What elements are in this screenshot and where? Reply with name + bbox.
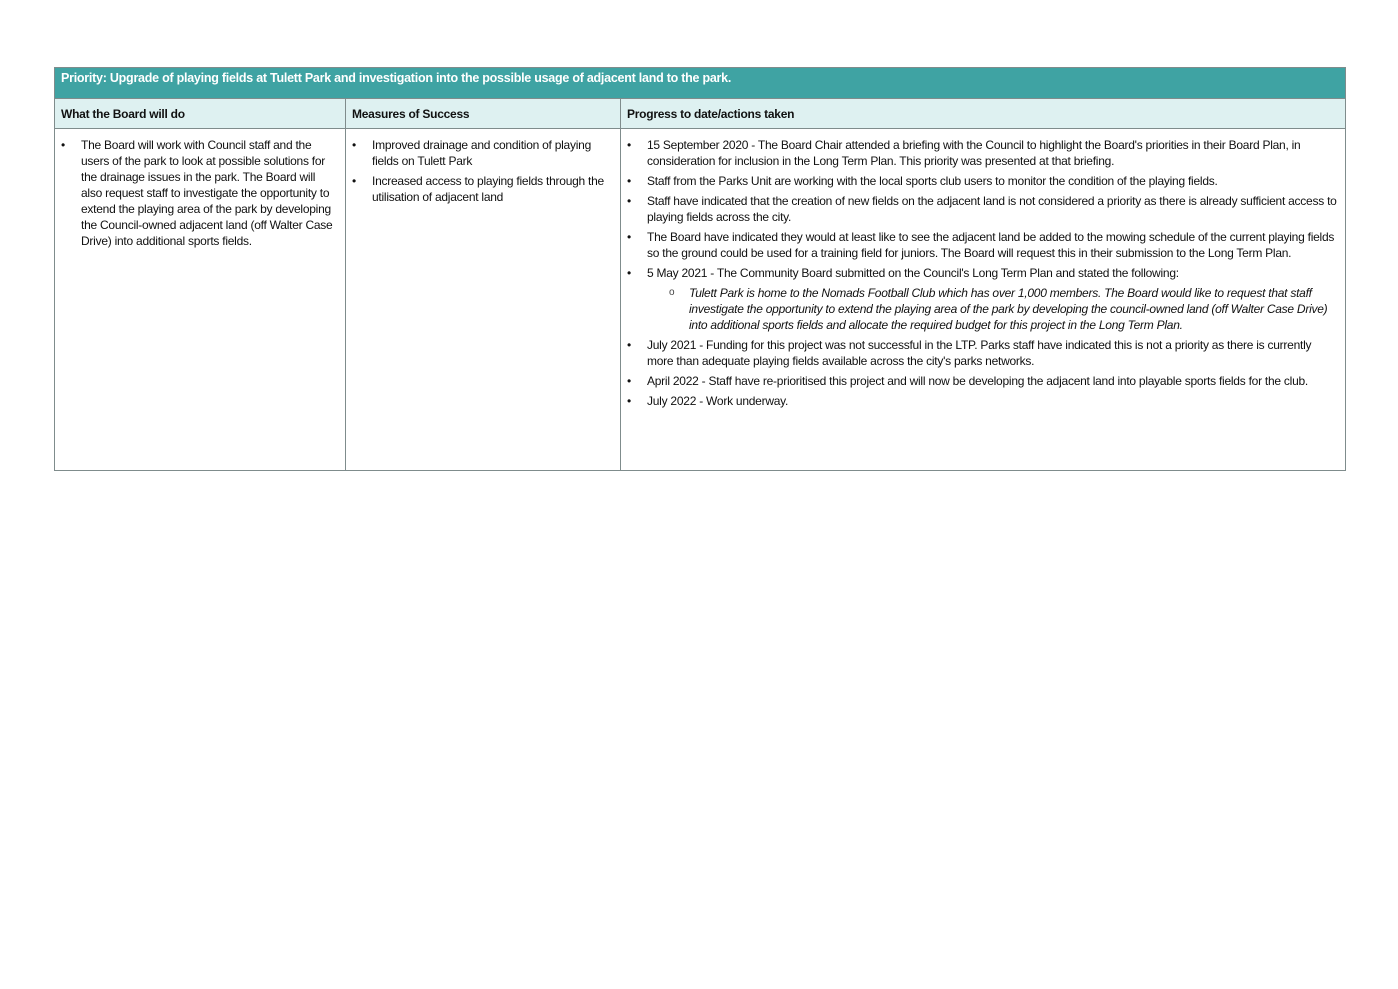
header-measures-of-success: Measures of Success	[346, 99, 621, 129]
list-item: • 15 September 2020 - The Board Chair attended a briefing with the Council to highlight the Board's priorities in their Board Plan, in consideration for inclusion in the Long Term Plan. This priority was presented at that briefing.	[647, 137, 1339, 169]
list-item: • July 2022 - Work underway.	[647, 393, 1339, 409]
list-item: • Improved drainage and condition of playing fields on Tulett Park	[372, 137, 614, 169]
priority-table	[54, 67, 1346, 471]
list-item: • July 2021 - Funding for this project was not successful in the LTP. Parks staff have indicated this is not a priority as there is currently more than adequate playing fields available across the city's parks networks.	[647, 337, 1339, 369]
list-item-text: 5 May 2021 - The Community Board submitted on the Council's Long Term Plan and stated the following:	[647, 266, 1179, 280]
priority-title: Priority: Upgrade of playing fields at Tulett Park and investigation into the possible usage of adjacent land to the park.	[55, 68, 1346, 99]
progress-cell	[621, 129, 1346, 471]
measures-cell	[346, 129, 621, 471]
header-progress: Progress to date/actions taken	[621, 99, 1346, 129]
header-what-board-will-do: What the Board will do	[55, 99, 346, 129]
sub-list-item-quote: o Tulett Park is home to the Nomads Football Club which has over 1,000 members. The Board would like to request that staff investigate the opportunity to extend the playing area of the park by developing the council-owned land (off Walter Case Drive) into additional sports fields and allocate the required budget for this project in the Long Term Plan.	[689, 285, 1339, 333]
what-board-will-do-cell	[55, 129, 346, 471]
list-item	[647, 265, 1339, 333]
list-item: • Staff have indicated that the creation of new fields on the adjacent land is not considered a priority as there is already sufficient access to playing fields across the city.	[647, 193, 1339, 225]
list-item: • The Board have indicated they would at least like to see the adjacent land be added to the mowing schedule of the current playing fields so the ground could be used for a training field for juniors. The Board will request this in their submission to the Long Term Plan.	[647, 229, 1339, 261]
list-item: • The Board will work with Council staff and the users of the park to look at possible solutions for the drainage issues in the park. The Board will also request staff to investigate the opportunity to extend the playing area of the park by developing the Council-owned adjacent land (off Walter Case Drive) into additional sports fields.	[81, 137, 339, 249]
list-item: • April 2022 - Staff have re-prioritised this project and will now be developing the adjacent land into playable sports fields for the club.	[647, 373, 1339, 389]
list-item: • Increased access to playing fields through the utilisation of adjacent land	[372, 173, 614, 205]
list-item: • Staff from the Parks Unit are working with the local sports club users to monitor the condition of the playing fields.	[647, 173, 1339, 189]
